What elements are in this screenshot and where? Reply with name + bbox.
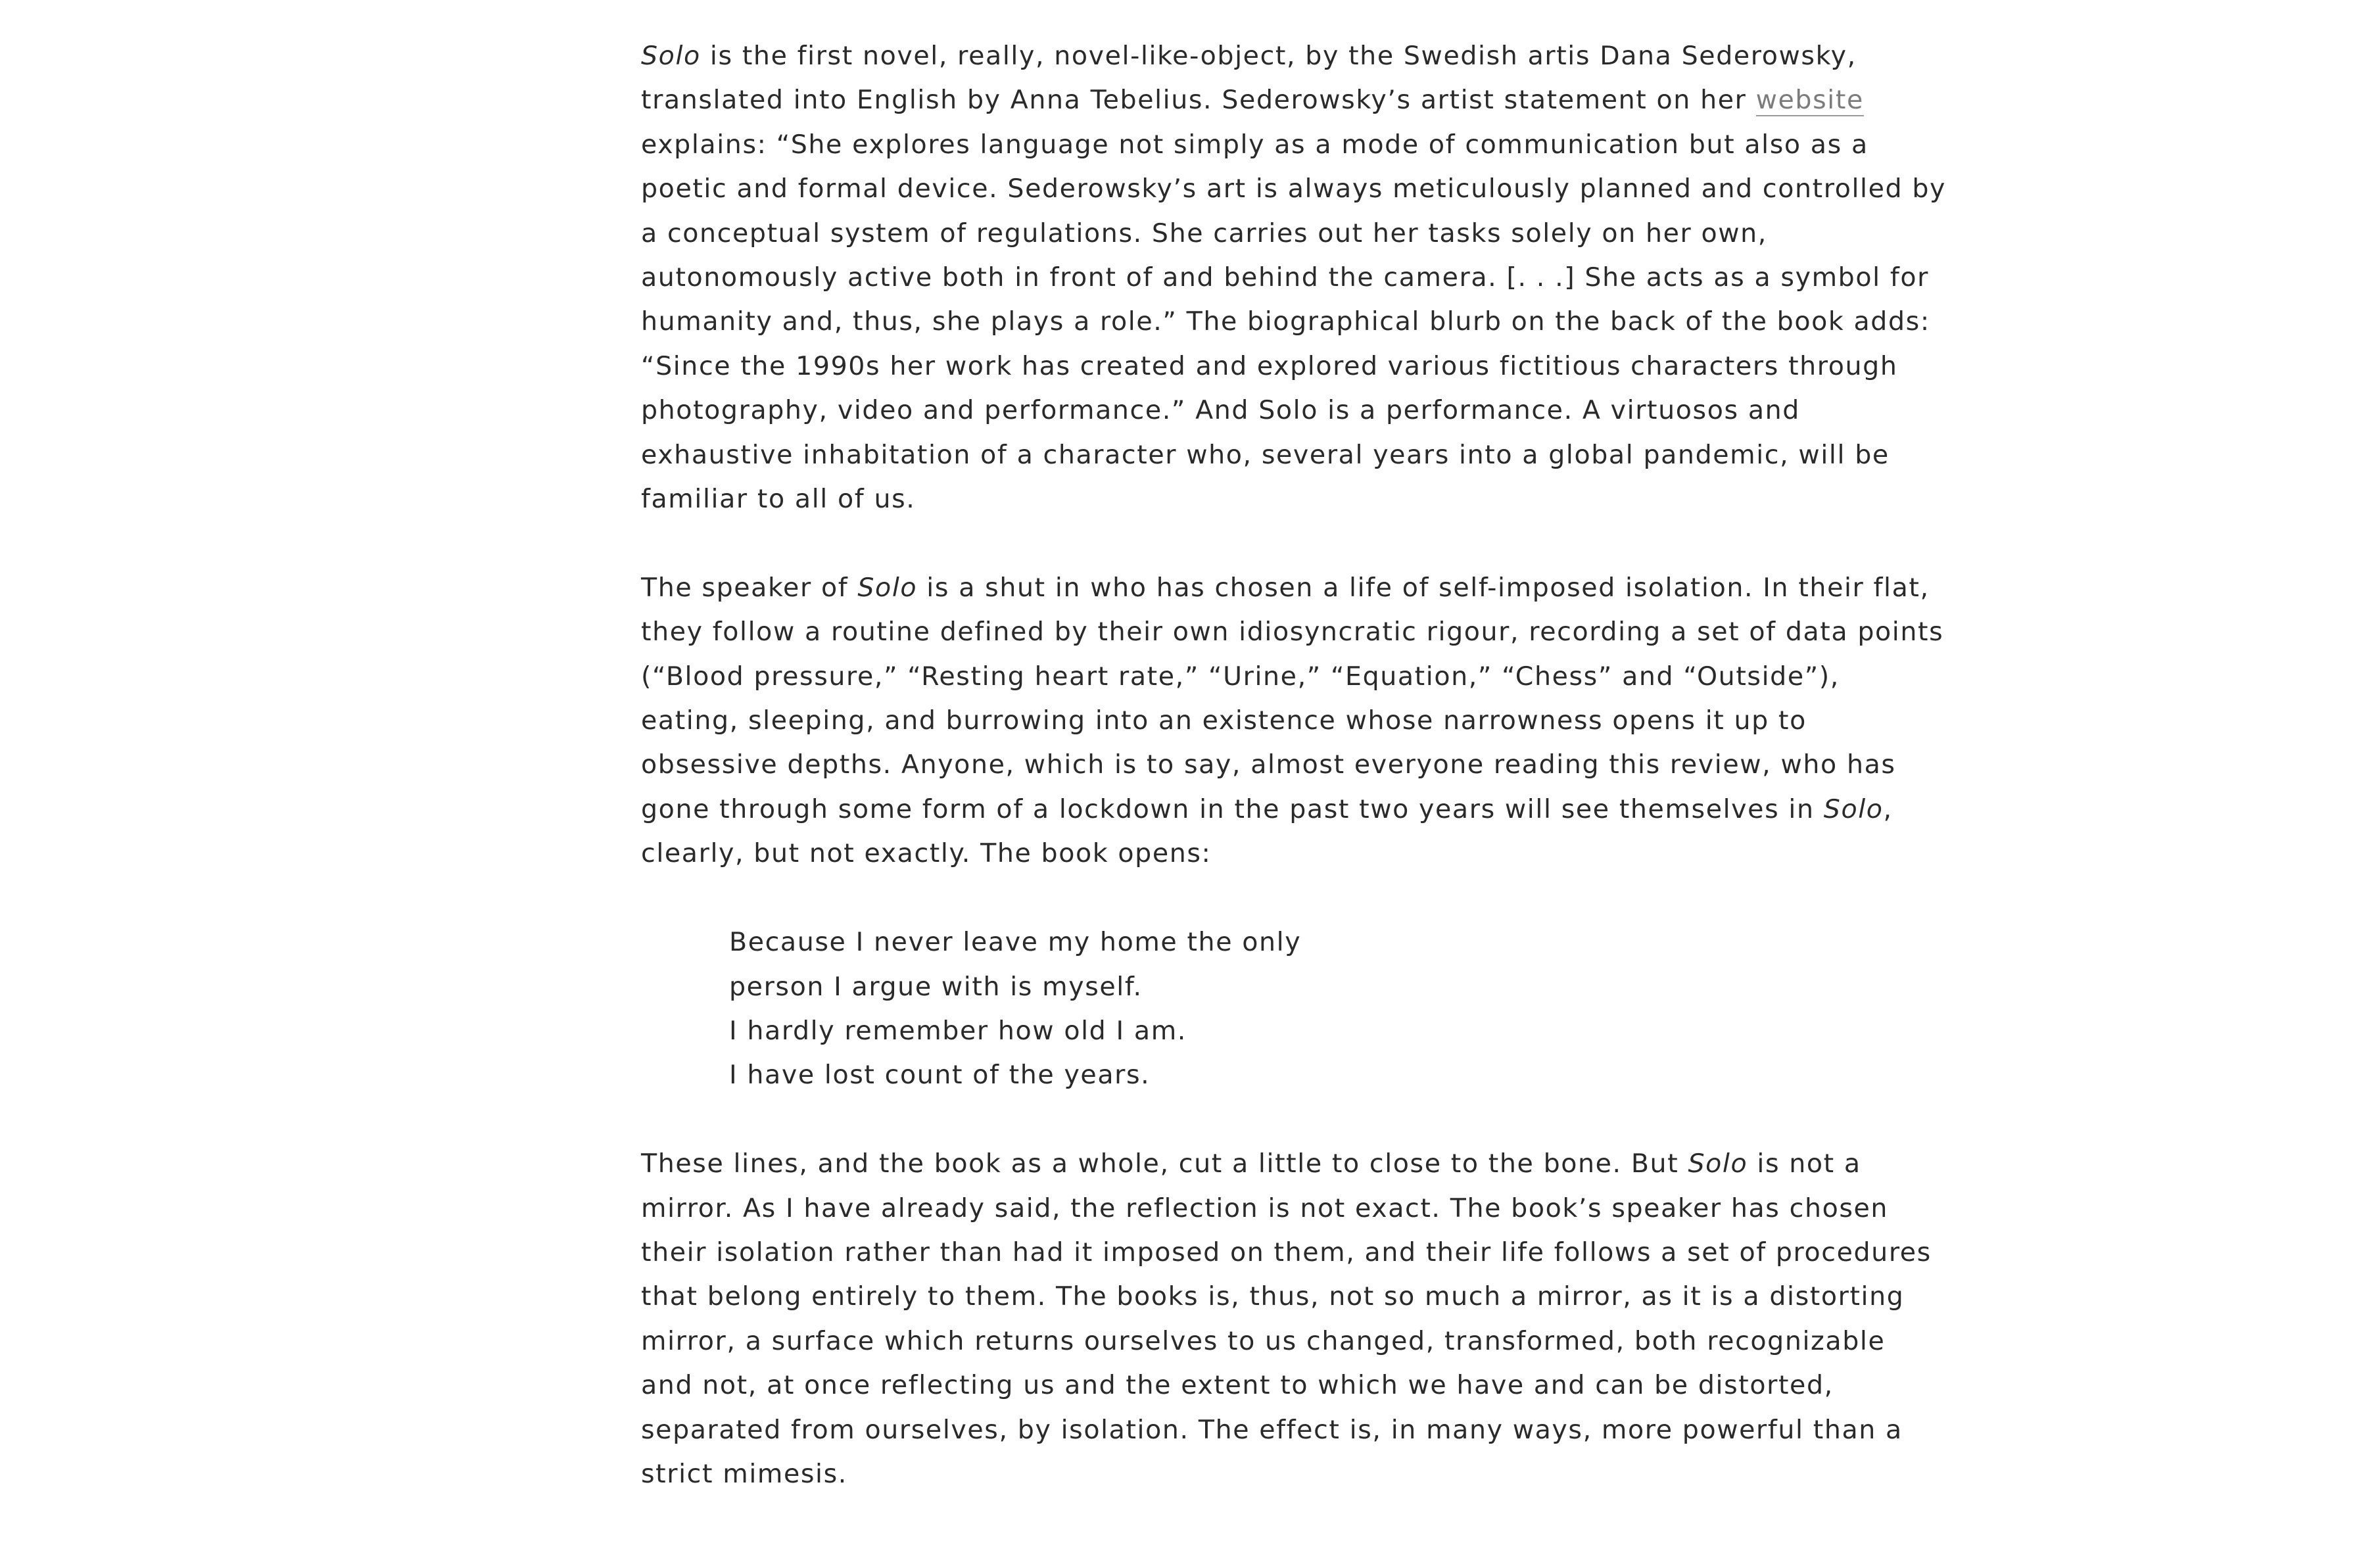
book-title-italic: Solo — [1823, 794, 1884, 824]
poem-line: Because I never leave my home the only — [729, 927, 1302, 958]
paragraph-intro — [641, 34, 1946, 521]
poem-line: I hardly remember how old I am. — [729, 1015, 1187, 1046]
poem-line: person I argue with is myself. — [729, 971, 1143, 1002]
book-title-italic: Solo — [641, 41, 701, 71]
paragraph-text: is not a mirror. As I have already said, the reflection is not exact. The book’s speaker has chosen their isolation rather than had it imposed on them, and their life follows a set of procedures that belong entirely to them. The books is, thus, not so much a mirror, as it is a distorting mirror, a surface which returns ourselves to us changed, transformed, both recognizable and not, at once reflecting us and the extent to which we have and can be distorted, separated from ourselves, by isolation. The effect is, in many ways, more powerful than a strict mimesis. — [641, 1149, 1932, 1489]
book-title-italic: Solo — [1688, 1149, 1748, 1179]
paragraph-text: These lines, and the book as a whole, cut a little to close to the bone. But — [641, 1149, 1688, 1179]
paragraph-text: is a shut in who has chosen a life of self-imposed isolation. In their flat, they follow a routine defined by their own idiosyncratic rigour, recording a set of data points (“Blood pressure,” “Resting heart rate,” “Urine,” “Equation,” “Chess” and “Outside”), eating, sleeping, and burrowing into an existence whose narrowness opens it up to obsessive depths. Anyone, which is to say, almost everyone reading this review, who has gone through some form of a lockdown in the past two years will see themselves in — [641, 572, 1944, 824]
paragraph-text: , clearly, but not exactly. The book opens: — [641, 794, 1893, 869]
paragraph-text: explains: “She explores language not simply as a mode of communication but also as a poetic and formal device. Sederowsky’s art is always meticulously planned and controlled by a conceptual system of regulations. She carries out her tasks solely on her own, autonomously active both in front of and behind the camera. [. . .] She acts as a symbol for humanity and, thus, she plays a role.” The biographical blurb on the back of the book adds: “Since the 1990s her work has created and explored various fictitious characters through photography, video and performance.” And Solo is a performance. A virtuosos and exhaustive inhabitation of a character who, several years into a global pandemic, will be familiar to all of us. — [641, 129, 1946, 515]
book-title-italic: Solo — [857, 572, 918, 603]
article-body — [641, 34, 1946, 1541]
website-link[interactable]: website — [1755, 85, 1864, 116]
paragraph-text: is the first novel, really, novel-like-object, by the Swedish artis Dana Sederowsky, translated into English by Anna Tebelius. Sederowsky’s artist statement on her — [641, 41, 1857, 116]
paragraph-text: The speaker of — [641, 572, 858, 603]
poem-quote — [729, 920, 1946, 1098]
poem-line: I have lost count of the years. — [729, 1060, 1151, 1091]
paragraph-mirror — [641, 1142, 1946, 1496]
paragraph-speaker — [641, 566, 1946, 876]
